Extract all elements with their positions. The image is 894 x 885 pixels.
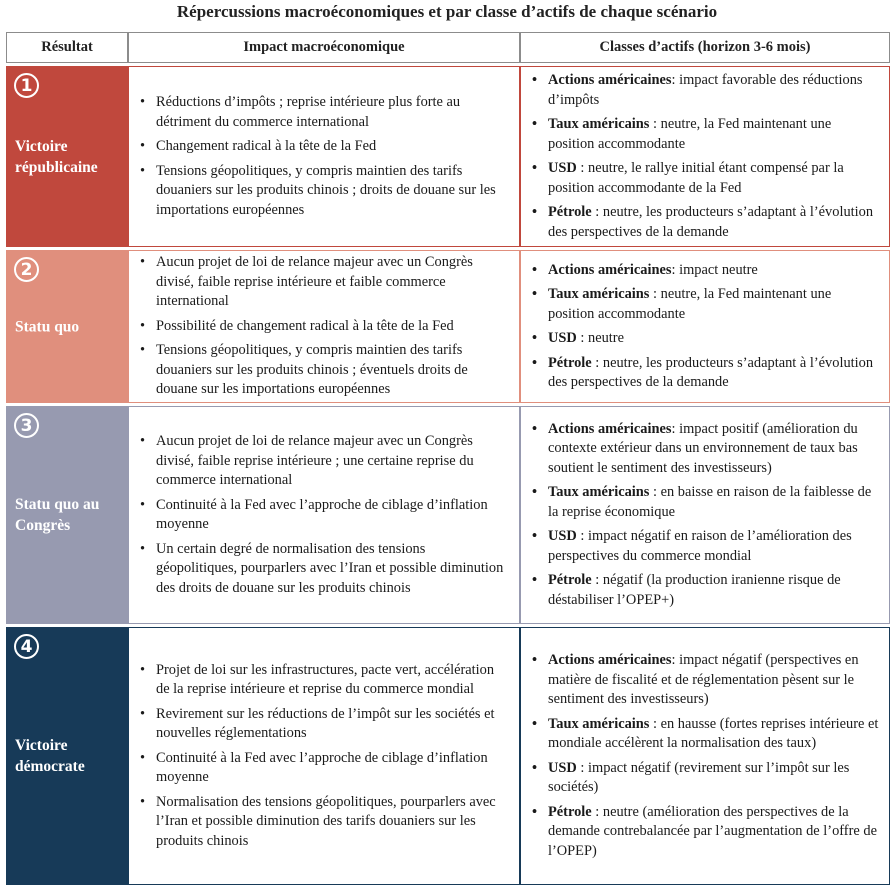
asset-item <box>529 420 881 479</box>
asset-sep: : <box>671 420 680 437</box>
asset-item <box>529 261 881 281</box>
asset-name: Taux américains <box>548 715 650 732</box>
macro-item: • Un certain degré de normalisation des tensions géopolitiques, pourparlers avec l’Iran et possible diminution des droits de douane sur les produits chinois <box>137 540 507 599</box>
asset-name: Actions américaines <box>548 420 672 437</box>
asset-cell-3 <box>520 406 890 624</box>
asset-text: impact positif (amélioration du contexte extérieur dans un environnement de taux bas soutient le sentiment des investisseurs) <box>548 420 858 476</box>
asset-text: en hausse (fortes reprises intérieure et mondiale accélèrent la normalisation des taux) <box>548 715 879 751</box>
macro-item: • Aucun projet de loi de relance majeur avec un Congrès divisé, faible reprise intérieure ; une certaine reprise du commerce international <box>137 432 507 491</box>
scenario-label: Victoire républicaine <box>15 137 98 176</box>
asset-sep: : <box>649 484 661 501</box>
asset-item <box>529 571 881 610</box>
asset-item <box>529 354 881 393</box>
asset-name: Taux américains <box>548 484 650 501</box>
scenario-label: Statu quo <box>15 318 80 335</box>
macro-item: • Changement radical à la tête de la Fed <box>137 137 507 157</box>
asset-name: USD <box>548 528 577 545</box>
result-cell-2 <box>6 250 128 403</box>
asset-item <box>529 159 881 198</box>
scenario-label: Statu quo au Congrès <box>15 496 100 534</box>
table-title: Répercussions macroéconomiques et par classe d’actifs de chaque scénario <box>176 2 718 21</box>
macro-cell-4 <box>128 627 520 885</box>
result-cell-1 <box>6 66 128 247</box>
asset-name: Actions américaines <box>548 72 672 88</box>
asset-sep: : <box>576 160 588 176</box>
asset-name: Pétrole <box>548 354 592 371</box>
asset-cell-2 <box>520 250 890 403</box>
asset-name: Actions américaines <box>548 261 672 278</box>
asset-item <box>529 285 881 324</box>
macro-list <box>137 661 507 852</box>
asset-name: USD <box>548 759 577 776</box>
macro-item: • Réductions d’impôts ; reprise intérieure plus forte au détriment du commerce international <box>137 93 507 132</box>
asset-name: Taux américains <box>548 286 650 302</box>
asset-text: neutre, le rallye initial étant compensé par la position accommodante de la Fed <box>548 160 844 196</box>
asset-sep: : <box>576 528 588 545</box>
macro-cell-3 <box>128 406 520 624</box>
scenario-number-badge: 4 <box>14 634 39 659</box>
asset-item <box>529 115 881 154</box>
scenario-number-badge: 2 <box>14 257 39 282</box>
asset-sep: : <box>576 330 588 346</box>
asset-sep: : <box>671 72 680 88</box>
asset-text: neutre, la Fed maintenant une position accommodante <box>548 286 832 322</box>
result-cell-4 <box>6 627 128 885</box>
result-cell-3 <box>6 406 128 624</box>
asset-list <box>529 71 881 242</box>
macro-item: • Revirement sur les réductions de l’impôt sur les sociétés et nouvelles réglementations <box>137 705 507 744</box>
macro-cell-1 <box>128 66 520 247</box>
scenario-number-badge: 1 <box>14 73 39 98</box>
macro-item: • Possibilité de changement radical à la tête de la Fed <box>137 317 507 337</box>
asset-text: en baisse en raison de la faiblesse de la reprise économique <box>548 484 872 520</box>
asset-sep: : <box>649 715 661 732</box>
macro-item: • Aucun projet de loi de relance majeur avec un Congrès divisé, faible reprise intérieure et faible commerce international <box>137 253 507 312</box>
macro-list <box>137 432 507 598</box>
asset-list <box>529 651 881 861</box>
asset-item <box>529 759 881 798</box>
asset-item <box>529 527 881 566</box>
asset-cell-4 <box>520 627 890 885</box>
asset-sep: : <box>649 286 661 302</box>
macro-item: • Continuité à la Fed avec l’approche de ciblage d’inflation moyenne <box>137 749 507 788</box>
macro-cell-2 <box>128 250 520 403</box>
asset-text: neutre, la Fed maintenant une position accommodante <box>548 116 832 152</box>
asset-item <box>529 329 881 349</box>
asset-text: impact négatif (revirement sur l’impôt sur les sociétés) <box>548 759 850 795</box>
asset-name: Pétrole <box>548 204 592 220</box>
asset-item <box>529 203 881 242</box>
macro-item: • Tensions géopolitiques, y compris maintien des tarifs douaniers sur les produits chinois ; éventuels droits de douane sur les importations européennes <box>137 341 507 400</box>
header-assets: Classes d’actifs (horizon 3-6 mois) <box>520 32 890 63</box>
asset-sep: : <box>591 803 603 820</box>
macro-item: • Tensions géopolitiques, y compris maintien des tarifs douaniers sur les produits chinois ; droits de douane sur les importations européennes <box>137 162 507 221</box>
asset-sep: : <box>591 572 603 589</box>
asset-sep: : <box>591 204 603 220</box>
asset-text: neutre, les producteurs s’adaptant à l’évolution des perspectives de la demande <box>548 204 874 240</box>
asset-name: Taux américains <box>548 116 650 132</box>
asset-sep: : <box>591 354 603 371</box>
asset-list <box>529 261 881 393</box>
asset-cell-1 <box>520 66 890 247</box>
asset-item <box>529 803 881 862</box>
asset-name: Pétrole <box>548 803 592 820</box>
asset-text: négatif (la production iranienne risque de déstabiliser l’OPEP+) <box>548 572 841 608</box>
asset-sep: : <box>649 116 661 132</box>
asset-item <box>529 483 881 522</box>
asset-text: neutre (amélioration des perspectives de la demande contrebalancée par l’augmentation de l’offre de l’OPEP) <box>548 803 877 859</box>
asset-item <box>529 715 881 754</box>
asset-name: USD <box>548 330 577 346</box>
asset-name: Actions américaines <box>548 652 672 668</box>
asset-sep: : <box>671 261 680 278</box>
asset-item <box>529 71 881 110</box>
scenario-label: Victoire démocrate <box>15 737 85 775</box>
asset-text: impact négatif en raison de l’amélioration des perspectives du commerce mondial <box>548 528 852 564</box>
macro-item: • Continuité à la Fed avec l’approche de ciblage d’inflation moyenne <box>137 496 507 535</box>
header-result: Résultat <box>6 32 128 63</box>
asset-name: USD <box>548 160 577 176</box>
asset-name: Pétrole <box>548 572 592 589</box>
header-macro: Impact macroéconomique <box>128 32 520 63</box>
macro-item: • Normalisation des tensions géopolitiques, pourparlers avec l’Iran et possible diminution des tarifs douaniers sur les produits chinois <box>137 793 507 852</box>
asset-text: neutre <box>588 330 624 346</box>
macro-list <box>137 253 507 400</box>
macro-item: • Projet de loi sur les infrastructures, pacte vert, accélération de la reprise intérieure et reprise du commerce mondial <box>137 661 507 700</box>
asset-text: impact favorable des réductions d’impôts <box>548 72 863 108</box>
asset-sep: : <box>576 759 588 776</box>
asset-text: neutre, les producteurs s’adaptant à l’évolution des perspectives de la demande <box>548 354 874 390</box>
scenario-table <box>6 32 890 880</box>
asset-list <box>529 420 881 611</box>
asset-text: impact neutre <box>679 261 758 278</box>
asset-text: impact négatif (perspectives en matière de fiscalité et de réglementation pèsent sur le sentiment des investisseurs) <box>548 652 859 707</box>
macro-list <box>137 93 507 220</box>
asset-sep: : <box>671 652 680 668</box>
scenario-number-badge: 3 <box>14 413 39 438</box>
asset-item <box>529 651 881 710</box>
